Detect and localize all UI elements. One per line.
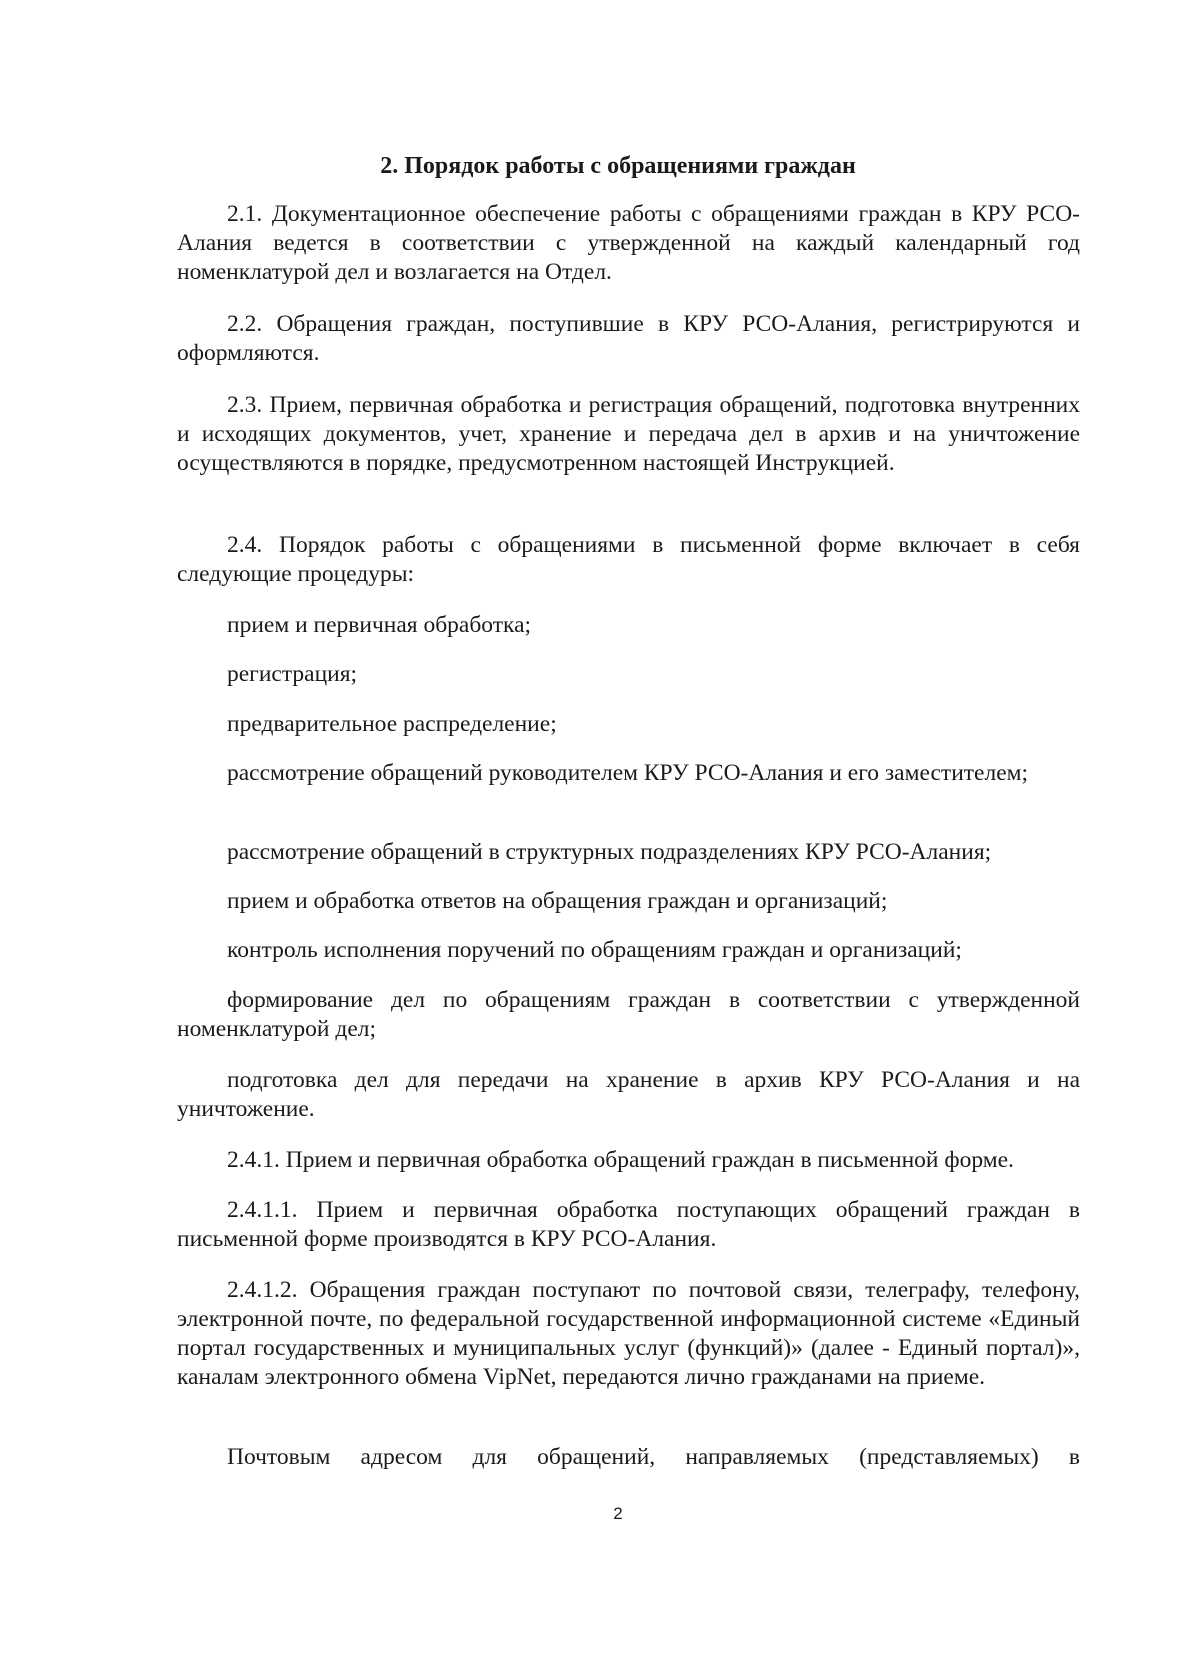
paragraph-2-4-1-2: 2.4.1.2. Обращения граждан поступают по почтовой связи, телеграфу, телефону, электронной почте, по федеральной государственной информационной системе «Единый портал государственных и муниципальных услуг (функций)» (далее - Единый портал)», каналам электронного обмена VipNet, передаются лично гражданами на приеме. xyxy=(177,1277,1080,1390)
paragraph-2-4-1-1: 2.4.1.1. Прием и первичная обработка поступающих обращений граждан в письменной форме производятся в КРУ РСО-Алания. xyxy=(177,1197,1080,1252)
list-item: подготовка дел для передачи на хранение в архив КРУ РСО-Алания и на уничтожение. xyxy=(177,1067,1080,1122)
list-item: регистрация; xyxy=(227,661,358,687)
list-item: предварительное распределение; xyxy=(227,711,557,737)
paragraph-2-2: 2.2. Обращения граждан, поступившие в КРУ РСО-Алания, регистрируются и оформляются. xyxy=(177,311,1080,366)
paragraph-2-4: 2.4. Порядок работы с обращениями в письменной форме включает в себя следующие процедуры: xyxy=(177,532,1080,587)
list-item: контроль исполнения поручений по обращениям граждан и организаций; xyxy=(227,937,962,963)
paragraph-postal-address: Почтовым адресом для обращений, направляемых (представляемых) в xyxy=(227,1444,1080,1470)
list-item: рассмотрение обращений в структурных подразделениях КРУ РСО-Алания; xyxy=(227,839,992,865)
paragraph-2-4-1: 2.4.1. Прием и первичная обработка обращений граждан в письменной форме. xyxy=(227,1147,1014,1173)
list-item: прием и обработка ответов на обращения граждан и организаций; xyxy=(227,888,888,914)
paragraph-2-3: 2.3. Прием, первичная обработка и регистрация обращений, подготовка внутренних и исходящих документов, учет, хранение и передача дел в архив и на уничтожение осуществляются в порядке, предусмотренном настоящей Инструкцией. xyxy=(177,392,1080,476)
list-item: рассмотрение обращений руководителем КРУ РСО-Алания и его заместителем; xyxy=(227,760,1029,786)
list-item: формирование дел по обращениям граждан в соответствии с утвержденной номенклатурой дел; xyxy=(177,987,1080,1042)
section-heading: 2. Порядок работы с обращениями граждан xyxy=(380,153,856,179)
paragraph-2-1: 2.1. Документационное обеспечение работы с обращениями граждан в КРУ РСО-Алания ведется в соответствии с утвержденной на каждый календарный год номенклатурой дел и возлагается на Отдел. xyxy=(177,201,1080,285)
list-item: прием и первичная обработка; xyxy=(227,612,532,638)
page-number: 2 xyxy=(613,1504,623,1523)
